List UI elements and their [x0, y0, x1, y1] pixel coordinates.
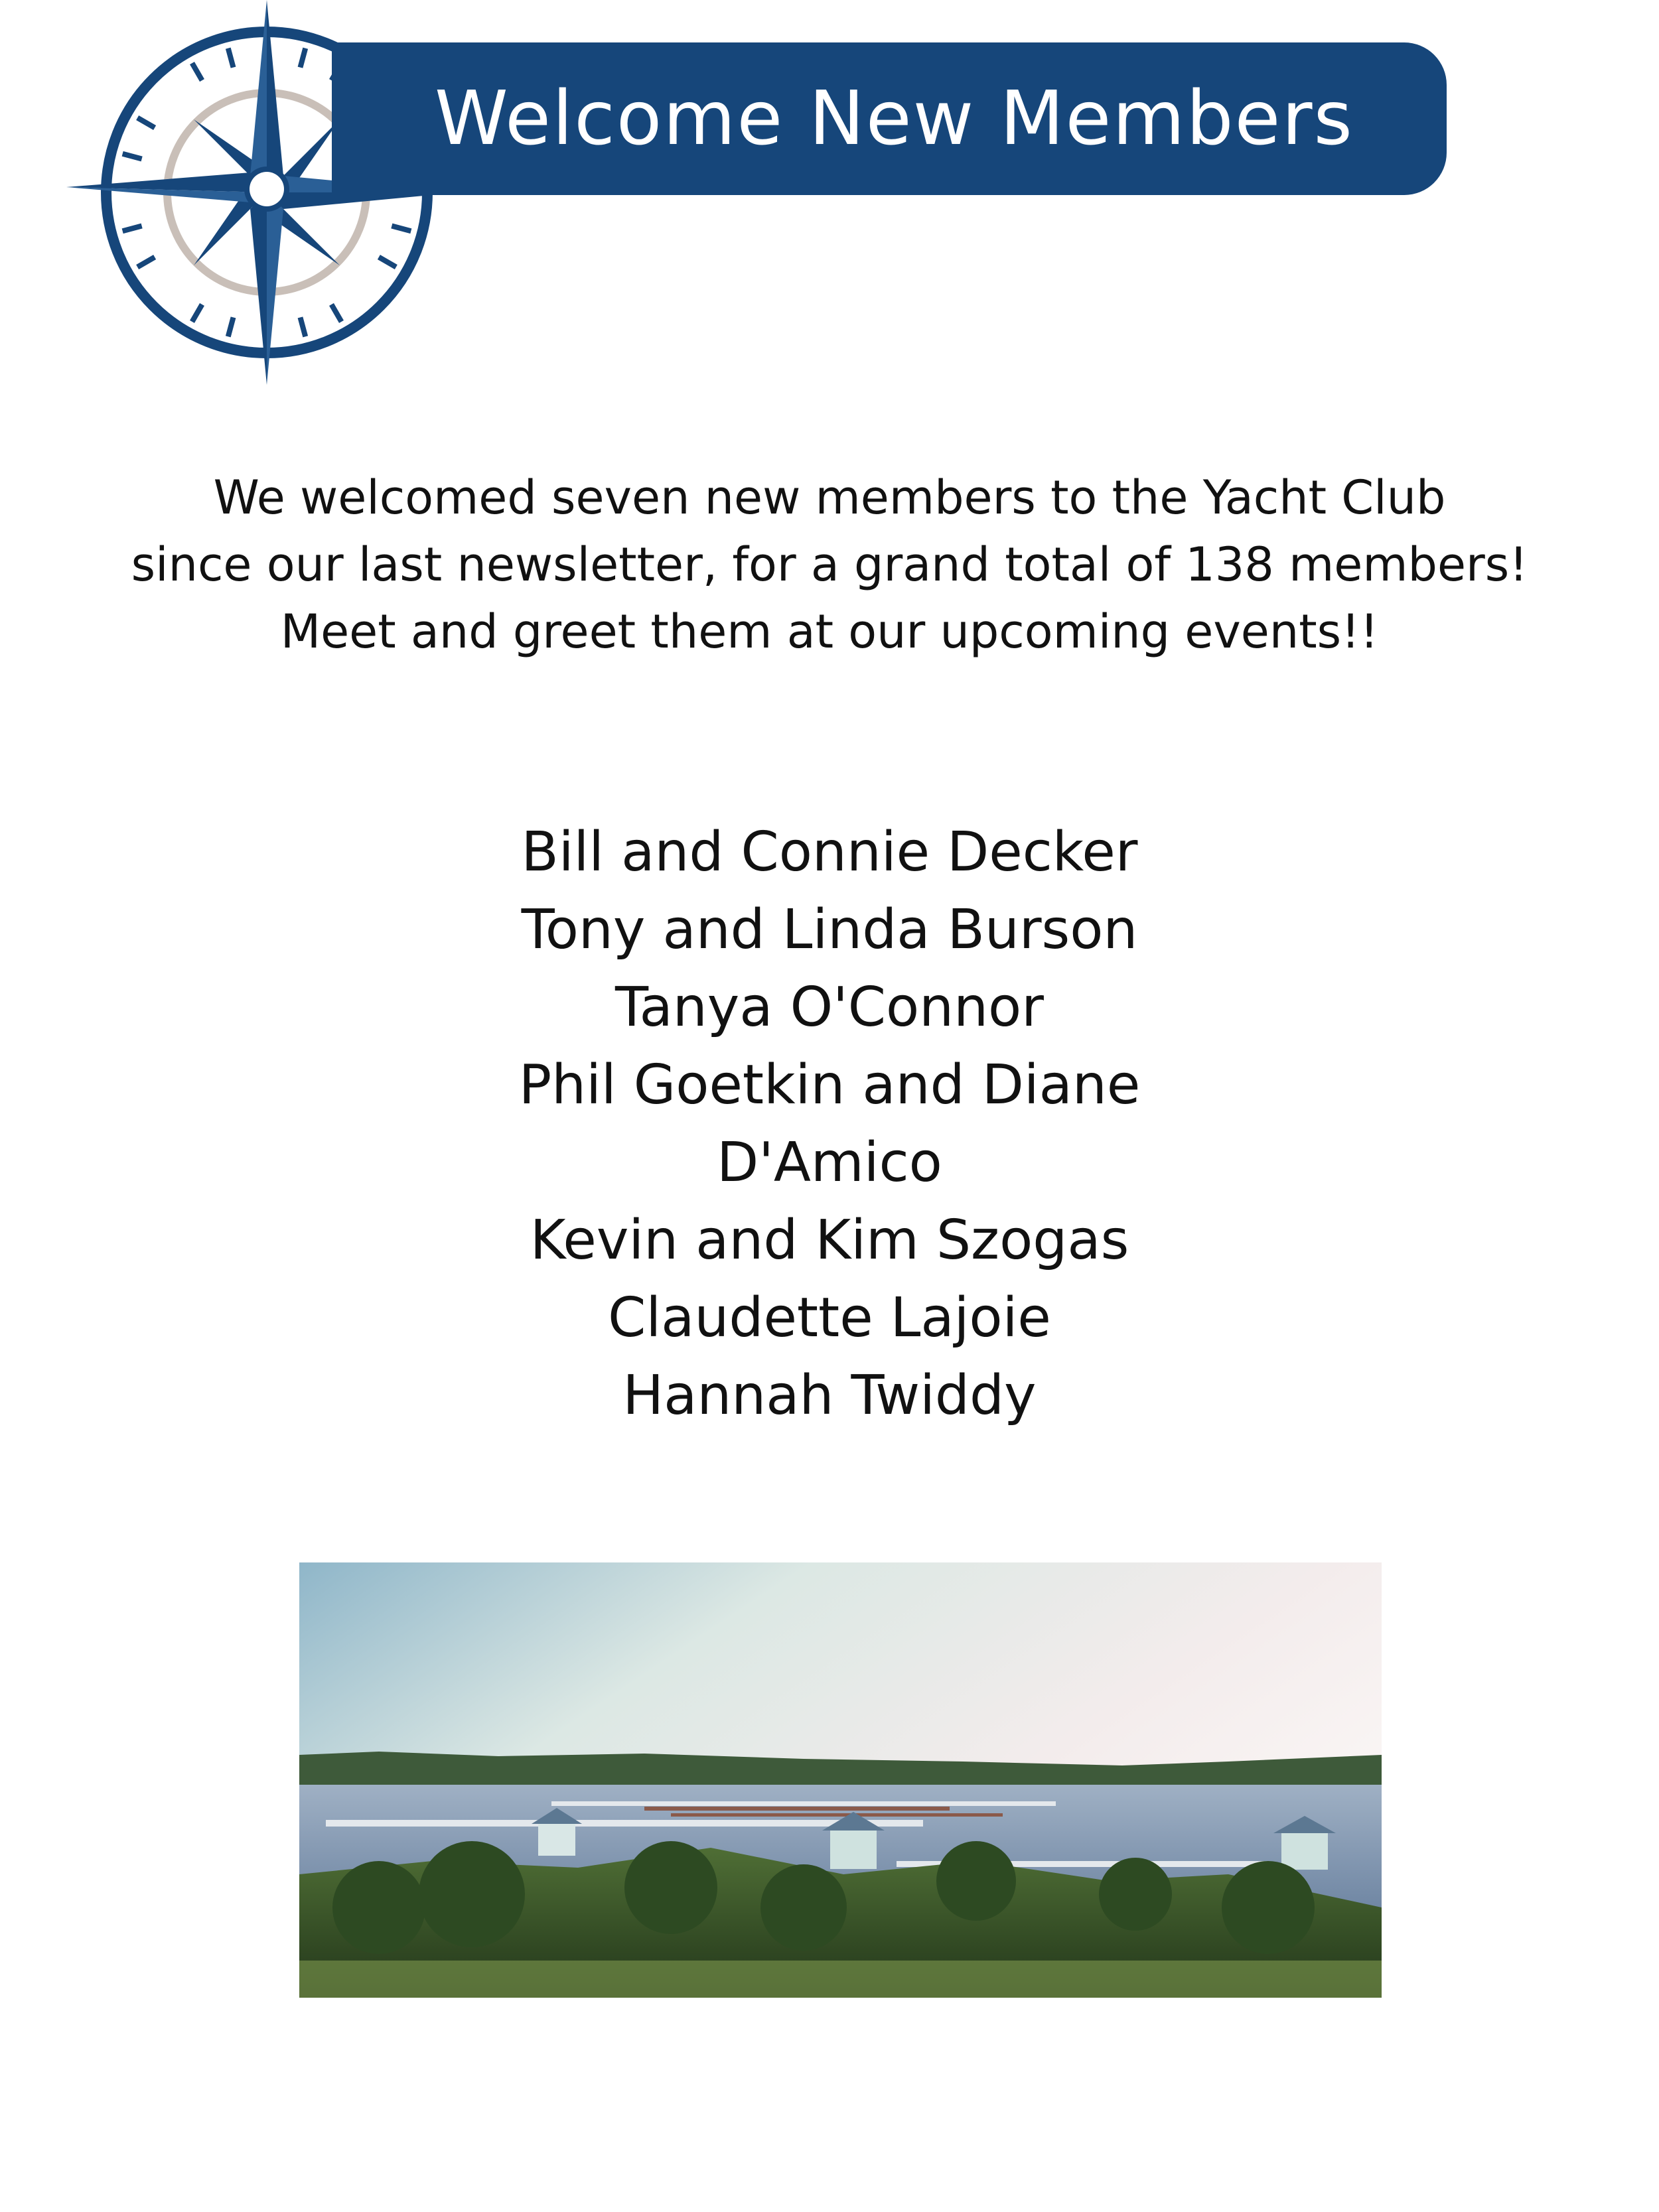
member-name: Tanya O'Connor — [615, 976, 1044, 1039]
page-title: Welcome New Members — [435, 76, 1354, 162]
member-name: Claudette Lajoie — [608, 1286, 1051, 1349]
intro-paragraph — [66, 464, 1593, 665]
member-name: Bill and Connie Decker — [521, 821, 1138, 884]
member-name: Hannah Twiddy — [622, 1364, 1037, 1427]
intro-line: We welcomed seven new members to the Yacht Club — [213, 470, 1446, 525]
intro-line: Meet and greet them at our upcoming events!! — [280, 604, 1379, 659]
member-name: Phil Goetkin and Diane — [518, 1054, 1141, 1117]
member-list — [299, 813, 1360, 1434]
intro-line: since our last newsletter, for a grand total of 138 members! — [131, 537, 1528, 592]
member-name: D'Amico — [717, 1131, 942, 1194]
marina-landscape-photo — [299, 1562, 1382, 1998]
member-name: Kevin and Kim Szogas — [530, 1209, 1129, 1272]
title-banner — [332, 42, 1447, 195]
member-name: Tony and Linda Burson — [521, 898, 1138, 961]
